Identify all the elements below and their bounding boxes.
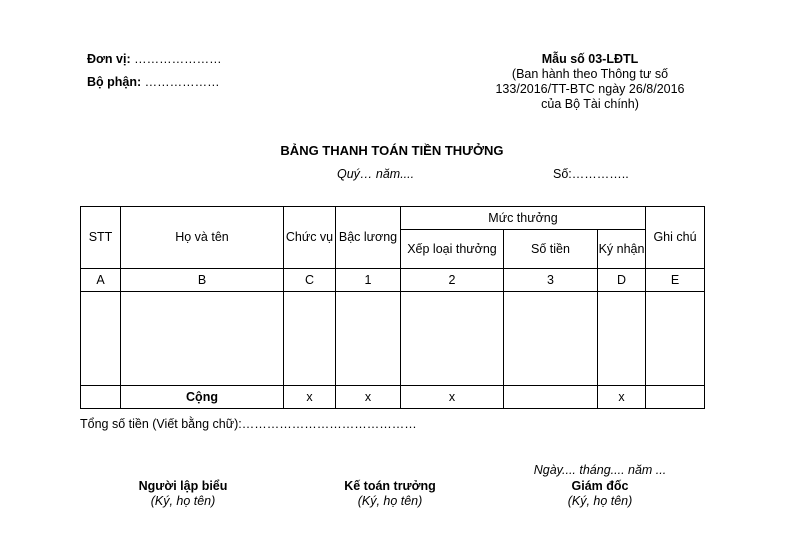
code-cell: E [646,269,705,292]
code-cell: 3 [504,269,598,292]
signature-note: (Ký, họ tên) [150,494,216,508]
empty-cell [504,292,598,386]
empty-cell [336,292,401,386]
empty-cell [284,292,336,386]
period: Quý… năm.... [337,167,415,181]
total-cell [81,386,121,409]
code-row [81,269,705,292]
header-amount: Số tiền [504,230,598,269]
signature-note: (Ký, họ tên) [357,494,423,508]
header-salary-grade: Bậc lương [336,207,401,269]
dept-label: Bộ phận: [87,75,142,89]
total-cell [646,386,705,409]
signature-role: Giám đốc [571,479,629,493]
document-title: BẢNG THANH TOÁN TIỀN THƯỞNG [280,143,504,158]
issued-line-1: (Ban hành theo Thông tư số [511,67,669,81]
signature-chief-accountant [310,479,470,509]
code-cell: D [598,269,646,292]
total-cell: x [284,386,336,409]
header-stt: STT [81,207,121,269]
issued-line-2: 133/2016/TT-BTC ngày 26/8/2016 [495,82,685,96]
signature-director [520,479,680,509]
signature-role: Kế toán trưởng [344,479,436,493]
signature-note: (Ký, họ tên) [567,494,633,508]
code-cell: 2 [401,269,504,292]
empty-cell [401,292,504,386]
empty-cell [121,292,284,386]
empty-cell [646,292,705,386]
header-rank: Xếp loại thưởng [401,230,504,269]
code-cell: B [121,269,284,292]
code-cell: 1 [336,269,401,292]
issued-line-3: của Bộ Tài chính) [541,97,639,111]
dept-dots: ……………… [144,75,220,89]
total-label: Cộng [121,386,284,409]
empty-cell [81,292,121,386]
signature-preparer [103,479,263,509]
signature-role: Người lập biểu [138,479,228,493]
header-position: Chức vụ [284,207,336,269]
body-row [81,292,705,386]
code-cell: C [284,269,336,292]
header-note: Ghi chú [646,207,705,269]
total-cell: x [401,386,504,409]
date-line: Ngày.... tháng.... năm ... [533,463,667,477]
unit-label: Đơn vị: [87,52,131,66]
total-cell: x [336,386,401,409]
total-row [81,386,705,409]
empty-cell [598,292,646,386]
header-name: Họ và tên [121,207,284,269]
unit-line [87,52,222,66]
document-number: Số:………….. [553,167,629,181]
unit-dots: ………………… [134,52,222,66]
dept-line [87,75,220,89]
header-sign: Ký nhận [598,230,646,269]
total-cell [504,386,598,409]
bonus-table [80,206,705,409]
form-info [470,52,710,112]
header-bonus-group: Mức thưởng [401,207,646,230]
total-cell: x [598,386,646,409]
total-in-words: Tổng số tiền (Viết bằng chữ):…………………………………… [80,417,417,431]
code-cell: A [81,269,121,292]
form-number: Mẫu số 03-LĐTL [541,52,639,66]
